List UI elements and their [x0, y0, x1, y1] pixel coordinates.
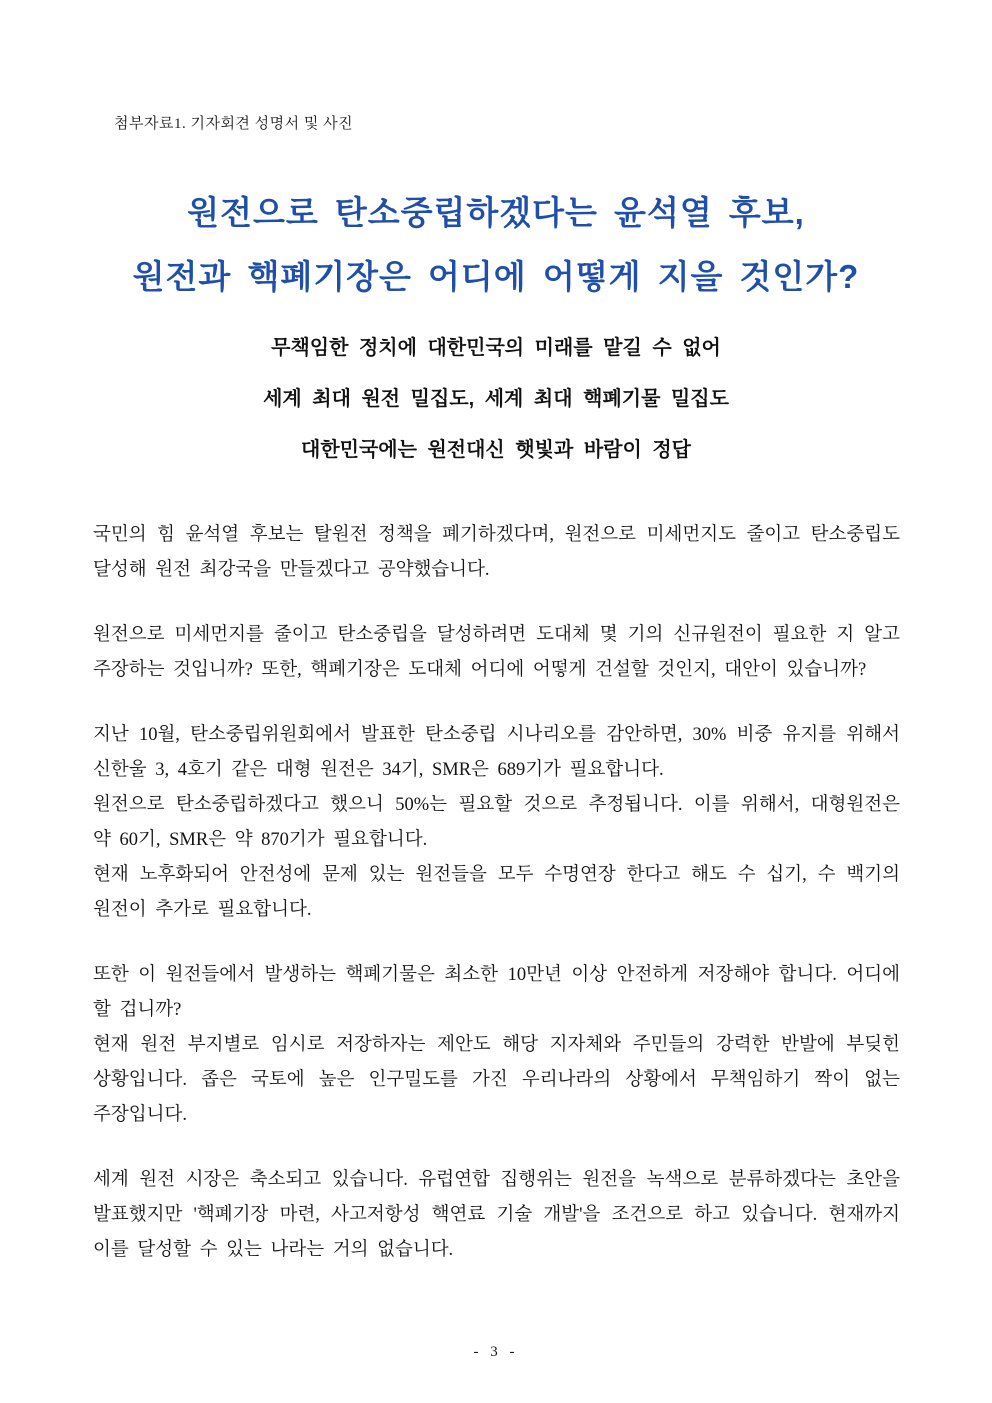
paragraph-group-2: [93, 618, 900, 688]
body-paragraph: 원전으로 탄소중립하겠다고 했으니 50%는 필요할 것으로 추정됩니다. 이를 위해서, 대형원전은 약 60기, SMR은 약 870기가 필요합니다.: [93, 795, 900, 850]
body-paragraph: 지난 10월, 탄소중립위원회에서 발표한 탄소중립 시나리오를 감안하면, 30% 비중 유지를 위해서 신한울 3, 4호기 같은 대형 원전은 34기, SMR은 689기가 필요합니다.: [93, 725, 900, 780]
body-paragraph: 또한 이 원전들에서 발생하는 핵폐기물은 최소한 10만년 이상 안전하게 저장해야 합니다. 어디에 할 겁니까?: [93, 965, 900, 1020]
paragraph-group-5: [93, 1163, 900, 1268]
paragraph-group-3: [93, 718, 900, 928]
attachment-note: 첨부자료1. 기자회견 성명서 및 사진: [114, 116, 354, 132]
body-paragraph: 세계 원전 시장은 축소되고 있습니다. 유럽연합 집행위는 원전을 녹색으로 분류하겠다는 초안을 발표했지만 '핵폐기장 마련, 사고저항성 핵연료 기술 개발'을 조건으로 하고 있습니다. 현재까지 이를 달성할 수 있는 나라는 거의 없습니다.: [93, 1170, 900, 1260]
paragraph-group-4: [93, 958, 900, 1133]
subtitle-line-3: 대한민국에는 원전대신 햇빛과 바람이 정답: [301, 439, 691, 461]
body-paragraph: 현재 원전 부지별로 임시로 저장하자는 제안도 해당 지자체와 주민들의 강력한 반발에 부딪힌 상황입니다. 좁은 국토에 높은 인구밀도를 가진 우리나라의 상황에서 무책임하기 짝이 없는 주장입니다.: [93, 1035, 900, 1125]
subtitle-block: [0, 323, 992, 476]
page-number: - 3 -: [473, 1344, 519, 1360]
document-title: [0, 181, 992, 309]
subtitle-line-2: 세계 최대 원전 밀집도, 세계 최대 핵폐기물 밀집도: [263, 388, 729, 410]
body-paragraph: 국민의 힘 윤석열 후보는 탈원전 정책을 폐기하겠다며, 원전으로 미세먼지도 줄이고 탄소중립도 달성해 원전 최강국을 만들겠다고 공약했습니다.: [93, 525, 900, 580]
body-paragraph: 원전으로 미세먼지를 줄이고 탄소중립을 달성하려면 도대체 몇 기의 신규원전이 필요한 지 알고 주장하는 것입니까? 또한, 핵폐기장은 도대체 어디에 어떻게 건설할 것인지, 대안이 있습니까?: [93, 625, 900, 680]
title-line-1: 원전으로 탄소중립하겠다는 윤석열 후보,: [187, 194, 805, 231]
title-line-2: 원전과 핵폐기장은 어디에 어떻게 지을 것인가?: [132, 258, 860, 295]
subtitle-line-1: 무책임한 정치에 대한민국의 미래를 맡길 수 없어: [271, 337, 721, 359]
document-body: [93, 518, 900, 1268]
body-paragraph: 현재 노후화되어 안전성에 문제 있는 원전들을 모두 수명연장 한다고 해도 수 십기, 수 백기의 원전이 추가로 필요합니다.: [93, 865, 900, 920]
paragraph-group-1: [93, 518, 900, 588]
